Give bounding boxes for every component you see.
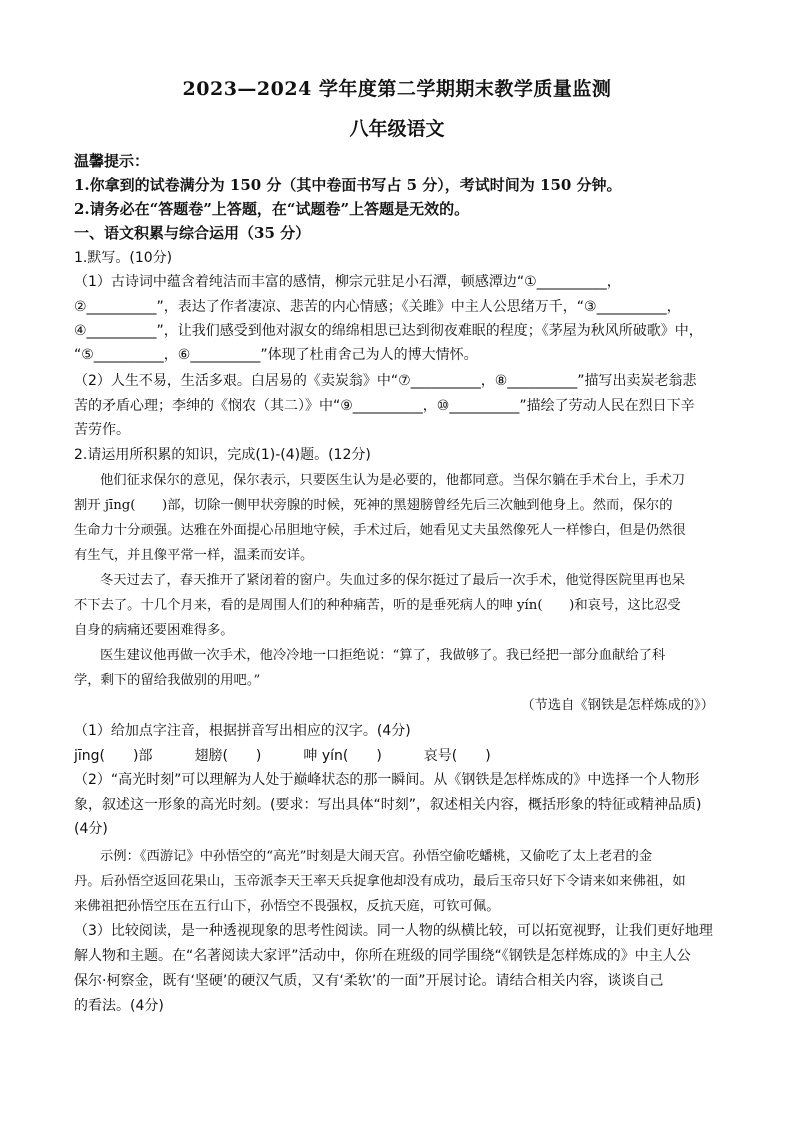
tips-heading: 温馨提示：	[74, 152, 150, 170]
passage-line: 学，剩下的留给我做别的用吧。”	[74, 673, 261, 688]
question-2-stem: 2.请运用所积累的知识，完成(1)-(4)题。(12分)	[74, 447, 371, 463]
question-1-line: ②__________”，表达了作者凄凉、悲苦的内心情感；《关雎》中主人公思绪万千，“③__________，	[74, 299, 681, 315]
subquestion-2-line: （2）“高光时刻”可以理解为人处于巅峰状态的那一瞬间。从《钢铁是怎样炼成的》中选择一个人物形	[74, 772, 700, 788]
question-1-line: 苦劳作。	[74, 422, 130, 438]
passage-line: 冬天过去了，春天推开了紧闭着的窗户。失血过多的保尔挺过了最后一次手术，他觉得医院里再也呆	[100, 573, 686, 588]
question-1-stem: 1.默写。(10分)	[74, 250, 173, 266]
passage-line: 自身的病痛还要困难得多。	[74, 623, 234, 638]
passage-source: （节选自《钢铁是怎样炼成的》）	[521, 698, 714, 713]
subquestion-2-line: (4分)	[74, 821, 108, 837]
question-1-line: “⑤__________，⑥__________”体现了杜甫舍己为人的博大情怀。	[74, 347, 478, 363]
exam-title: 2023—2024 学年度第二学期期末教学质量监测	[182, 78, 612, 100]
exam-subtitle: 八年级语文	[349, 118, 445, 140]
subquestion-1-items: jīng( )部 翅膀( ) 呻 yín( ) 哀号( )	[74, 748, 491, 764]
example-line: 丹。后孙悟空返回花果山，玉帝派李天王率天兵捉拿他却没有成功，最后玉帝只好下令请来如来佛祖，如	[74, 874, 686, 889]
passage-line: 割开 jīng( )部，切除一侧甲状旁腺的时候，死神的黑翅膀曾经先后三次触到他身上。然而，保尔的	[74, 498, 673, 513]
section-1-heading: 一、语文积累与综合运用（35 分）	[74, 224, 311, 242]
question-1-line: 苦的矛盾心理；李绅的《悯农（其二）》中“⑨__________，⑩__________”描绘了劳动人民在烈日下辛	[74, 398, 695, 414]
question-1-line: （1）古诗词中蕴含着纯洁而丰富的感情，柳宗元驻足小石潭，顿感潭边“①__________，	[74, 274, 621, 290]
subquestion-3-line: 解人物和主题。在“名著阅读大家评”活动中，你所在班级的同学围绕“《钢铁是怎样炼成的》中主人公	[74, 948, 691, 964]
subquestion-1-stem: （1）给加点字注音，根据拼音写出相应的汉字。(4分)	[74, 723, 411, 739]
passage-line: 医生建议他再做一次手术，他冷冷地一口拒绝说：“算了，我做够了。我已经把一部分血献给了科	[100, 648, 666, 663]
subquestion-3-line: 保尔·柯察金，既有‘坚硬’的硬汉气质，又有‘柔软’的一面”开展讨论。请结合相关内容，谈谈自己	[74, 973, 664, 989]
passage-line: 不下去了。十几个月来，看的是周围人们的种种痛苦，听的是垂死病人的呻 yín( )和哀号，这比忍受	[74, 598, 681, 613]
subquestion-3-line: 的看法。(4分)	[74, 998, 164, 1014]
subquestion-2-line: 象，叙述这一形象的高光时刻。(要求：写出具体“时刻”，叙述相关内容，概括形象的特征或精神品质)	[74, 797, 702, 813]
question-1-line: ④__________”，让我们感受到他对淑女的绵绵相思已达到彻夜难眠的程度；《茅屋为秋风所破歌》中，	[74, 323, 703, 339]
example-line: 示例：《西游记》中孙悟空的“高光”时刻是大闹天宫。孙悟空偷吃蟠桃，又偷吃了太上老君的金	[100, 849, 653, 864]
example-line: 来佛祖把孙悟空压在五行山下，孙悟空不畏强权，反抗天庭，可钦可佩。	[74, 899, 500, 914]
question-1-line: （2）人生不易，生活多艰。白居易的《卖炭翁》中“⑦__________，⑧__________”描写出卖炭老翁悲	[74, 373, 697, 389]
passage-line: 有生气，并且像平常一样，温柔而安详。	[74, 548, 314, 563]
tips-item-2: 2.请务必在“答题卷”上答题，在“试题卷”上答题是无效的。	[74, 200, 470, 218]
passage-line: 生命力十分顽强。达雅在外面提心吊胆地守候，手术过后，她看见丈夫虽然像死人一样惨白，但是仍然很	[74, 523, 686, 538]
subquestion-3-line: （3）比较阅读，是一种透视现象的思考性阅读。同一人物的纵横比较，可以拓宽视野，让我们更好地理	[74, 923, 713, 939]
tips-item-1: 1.你拿到的试卷满分为 150 分（其中卷面书写占 5 分），考试时间为 150 分钟。	[74, 176, 622, 194]
passage-line: 他们征求保尔的意见，保尔表示，只要医生认为是必要的，他都同意。当保尔躺在手术台上，手术刀	[100, 473, 686, 488]
